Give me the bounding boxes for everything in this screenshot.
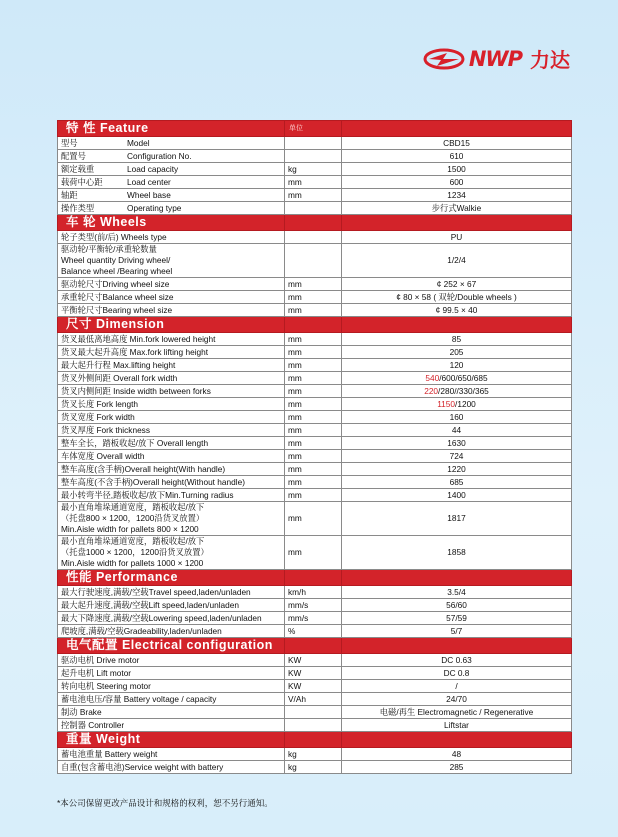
spec-value: 1220	[342, 463, 572, 476]
spec-row	[58, 304, 572, 317]
section-spacer	[342, 317, 572, 333]
spec-unit: mm/s	[285, 612, 342, 625]
spec-label-cn: 操作类型	[61, 202, 95, 213]
spec-row	[58, 476, 572, 489]
spec-row	[58, 291, 572, 304]
spec-row	[58, 612, 572, 625]
spec-label	[58, 150, 285, 163]
spec-label: 整车高度(不含手柄)Overall height(Without handle)	[58, 476, 285, 489]
spec-label-en: Configuration No.	[127, 150, 192, 161]
spec-unit: mm	[285, 291, 342, 304]
spec-row	[58, 359, 572, 372]
spec-row	[58, 536, 572, 570]
spec-row	[58, 437, 572, 450]
spec-value: 205	[342, 346, 572, 359]
spec-label: 货叉最低离地高度 Min.fork lowered height	[58, 333, 285, 346]
spec-row	[58, 693, 572, 706]
unit-header: 单位	[285, 121, 342, 137]
spec-value-highlight: 1150	[437, 398, 456, 409]
spec-label-cn: 型号	[61, 137, 78, 148]
section-header-wheels	[58, 215, 572, 231]
spec-label-line: （托盘1000 × 1200，1200沿货叉放置）	[61, 547, 209, 557]
spec-unit: mm	[285, 502, 342, 536]
spec-row	[58, 244, 572, 278]
spec-value: 685	[342, 476, 572, 489]
spec-row	[58, 502, 572, 536]
spec-row	[58, 599, 572, 612]
spec-unit: KW	[285, 667, 342, 680]
spec-row	[58, 625, 572, 638]
spec-value: 1400	[342, 489, 572, 502]
spec-label-line: （托盘800 × 1200，1200沿货叉放置）	[61, 513, 205, 523]
spec-row	[58, 231, 572, 244]
spec-unit: mm	[285, 411, 342, 424]
spec-label: 整车高度(含手柄)Overall height(With handle)	[58, 463, 285, 476]
spec-value: 5/7	[342, 625, 572, 638]
spec-unit	[285, 706, 342, 719]
spec-row	[58, 719, 572, 732]
spec-unit	[285, 719, 342, 732]
spec-label-en: Load center	[127, 176, 171, 187]
spec-row	[58, 176, 572, 189]
footnote: *本公司保留更改产品设计和规格的权利，恕不另行通知。	[57, 798, 273, 808]
spec-label: 最大下降速度,满载/空载Lowering speed,laden/unladen	[58, 612, 285, 625]
spec-value-options: /600/650/685	[439, 372, 488, 383]
spec-row	[58, 150, 572, 163]
spec-label-cn: 配置号	[61, 150, 86, 161]
spec-value-highlight: 220	[424, 385, 439, 396]
spec-unit: kg	[285, 163, 342, 176]
section-title: 车 轮 Wheels	[58, 215, 285, 231]
spec-row	[58, 463, 572, 476]
spec-value: 1/2/4	[342, 244, 572, 278]
spec-unit: mm	[285, 398, 342, 411]
unit-header	[285, 317, 342, 333]
spec-row	[58, 372, 572, 385]
section-title: 尺寸 Dimension	[58, 317, 285, 333]
section-header-performance	[58, 570, 572, 586]
spec-value: ¢ 252 × 67	[342, 278, 572, 291]
spec-unit: mm	[285, 304, 342, 317]
spec-label-cn: 载荷中心距	[61, 176, 103, 187]
spec-value: /	[342, 680, 572, 693]
spec-row	[58, 706, 572, 719]
section-spacer	[342, 638, 572, 654]
spec-row	[58, 346, 572, 359]
spec-unit: mm	[285, 437, 342, 450]
spec-value: 85	[342, 333, 572, 346]
spec-value: 步行式Walkie	[342, 202, 572, 215]
spec-label: 货叉长度 Fork length	[58, 398, 285, 411]
section-spacer	[342, 570, 572, 586]
spec-unit: mm/s	[285, 599, 342, 612]
spec-label: 蓄电池重量 Battery weight	[58, 748, 285, 761]
spec-row	[58, 424, 572, 437]
spec-label: 起升电机 Lift motor	[58, 667, 285, 680]
spec-value: 44	[342, 424, 572, 437]
spec-unit: mm	[285, 424, 342, 437]
brand-swoosh-icon	[423, 48, 465, 70]
spec-row	[58, 385, 572, 398]
spec-row	[58, 450, 572, 463]
spec-label-line: 最小直角堆垛通道宽度，踏板收起/放下	[61, 502, 205, 512]
spec-unit: mm	[285, 463, 342, 476]
spec-label-line: Min.Aisle width for pallets 1000 × 1200	[61, 558, 204, 568]
spec-row	[58, 163, 572, 176]
spec-label: 爬坡度,满载/空载Gradeability,laden/unladen	[58, 625, 285, 638]
section-title: 重量 Weight	[58, 732, 285, 748]
spec-unit: mm	[285, 489, 342, 502]
spec-row	[58, 654, 572, 667]
spec-value: 1817	[342, 502, 572, 536]
spec-label-en: Load capacity	[127, 163, 179, 174]
spec-label: 蓄电池电压/容量 Battery voltage / capacity	[58, 693, 285, 706]
brand-logo	[423, 44, 570, 73]
section-spacer	[342, 215, 572, 231]
spec-unit	[285, 244, 342, 278]
brand-name-cn: 力达	[530, 48, 570, 72]
spec-row	[58, 137, 572, 150]
spec-row	[58, 411, 572, 424]
spec-row	[58, 189, 572, 202]
spec-label: 车体宽度 Overall width	[58, 450, 285, 463]
spec-label: 货叉内侧间距 Inside width between forks	[58, 385, 285, 398]
spec-value	[342, 385, 572, 398]
spec-value: 120	[342, 359, 572, 372]
spec-label	[58, 176, 285, 189]
spec-label: 制动 Brake	[58, 706, 285, 719]
spec-unit: mm	[285, 450, 342, 463]
section-title: 性能 Performance	[58, 570, 285, 586]
section-header-electrical	[58, 638, 572, 654]
spec-value	[342, 372, 572, 385]
spec-unit: mm	[285, 476, 342, 489]
unit-header	[285, 638, 342, 654]
spec-label	[58, 502, 285, 536]
unit-header	[285, 570, 342, 586]
spec-unit: V/Ah	[285, 693, 342, 706]
spec-label: 货叉厚度 Fork thickness	[58, 424, 285, 437]
spec-unit: mm	[285, 189, 342, 202]
spec-unit: mm	[285, 176, 342, 189]
spec-unit	[285, 150, 342, 163]
spec-value: DC 0.63	[342, 654, 572, 667]
spec-value: DC 0.8	[342, 667, 572, 680]
spec-label: 承重轮尺寸Balance wheel size	[58, 291, 285, 304]
section-title: 特 性 Feature	[58, 121, 285, 137]
spec-label-line: Wheel quantity Driving wheel/	[61, 255, 171, 265]
spec-unit: kg	[285, 748, 342, 761]
spec-value: 1630	[342, 437, 572, 450]
spec-value-options: /280//330/365	[438, 385, 489, 396]
spec-unit: mm	[285, 536, 342, 570]
spec-unit: KW	[285, 654, 342, 667]
section-header-weight	[58, 732, 572, 748]
spec-value: 1500	[342, 163, 572, 176]
spec-value: ¢ 80 × 58 ( 双轮/Double wheels )	[342, 291, 572, 304]
spec-row	[58, 680, 572, 693]
spec-value: Liftstar	[342, 719, 572, 732]
spec-value: 610	[342, 150, 572, 163]
spec-table	[57, 120, 572, 774]
spec-unit: mm	[285, 278, 342, 291]
spec-value: 724	[342, 450, 572, 463]
spec-label-line: Min.Aisle width for pallets 800 × 1200	[61, 524, 199, 534]
spec-label: 最大起升速度,满载/空载Lift speed,laden/unladen	[58, 599, 285, 612]
spec-row	[58, 489, 572, 502]
spec-row	[58, 761, 572, 774]
spec-value: 1234	[342, 189, 572, 202]
spec-label-line: 最小直角堆垛通道宽度，踏板收起/放下	[61, 536, 205, 546]
spec-value-options: /1200	[455, 398, 476, 409]
spec-row	[58, 202, 572, 215]
spec-label: 自重(包含蓄电池)Service weight with battery	[58, 761, 285, 774]
spec-unit: mm	[285, 385, 342, 398]
spec-value: 600	[342, 176, 572, 189]
spec-label-en: Wheel base	[127, 189, 171, 200]
section-header-feature	[58, 121, 572, 137]
spec-label: 驱动电机 Drive motor	[58, 654, 285, 667]
section-header-dimension	[58, 317, 572, 333]
spec-label	[58, 137, 285, 150]
unit-header	[285, 732, 342, 748]
spec-row	[58, 748, 572, 761]
spec-unit: mm	[285, 346, 342, 359]
spec-row	[58, 586, 572, 599]
spec-unit	[285, 137, 342, 150]
spec-label: 控制器 Controller	[58, 719, 285, 732]
spec-row	[58, 333, 572, 346]
spec-unit: mm	[285, 333, 342, 346]
spec-value: ¢ 99.5 × 40	[342, 304, 572, 317]
spec-unit: %	[285, 625, 342, 638]
brand-name: NWP	[468, 46, 522, 71]
spec-row	[58, 398, 572, 411]
spec-label	[58, 163, 285, 176]
spec-label	[58, 189, 285, 202]
spec-unit	[285, 202, 342, 215]
spec-value: 24/70	[342, 693, 572, 706]
spec-label: 轮子类型(前/后) Wheels type	[58, 231, 285, 244]
spec-unit: kg	[285, 761, 342, 774]
spec-label: 货叉最大起升高度 Max.fork lifting height	[58, 346, 285, 359]
spec-value: 48	[342, 748, 572, 761]
spec-unit: KW	[285, 680, 342, 693]
spec-label: 整车全长，踏板收起/放下 Overall length	[58, 437, 285, 450]
spec-value: 57/59	[342, 612, 572, 625]
spec-label-en: Operating type	[127, 202, 182, 213]
spec-label: 平衡轮尺寸Bearing wheel size	[58, 304, 285, 317]
section-spacer	[342, 732, 572, 748]
spec-label: 最大起升行程 Max.lifting height	[58, 359, 285, 372]
spec-value: PU	[342, 231, 572, 244]
spec-value	[342, 398, 572, 411]
spec-unit: mm	[285, 359, 342, 372]
spec-value: 285	[342, 761, 572, 774]
spec-value: 3.5/4	[342, 586, 572, 599]
spec-label: 货叉宽度 Fork width	[58, 411, 285, 424]
spec-value-highlight: 540	[425, 372, 440, 383]
section-spacer	[342, 121, 572, 137]
spec-label: 驱动轮尺寸Driving wheel size	[58, 278, 285, 291]
spec-label: 最大行驶速度,满载/空载Travel speed,laden/unladen	[58, 586, 285, 599]
spec-label-line: Balance wheel /Bearing wheel	[61, 266, 173, 276]
unit-header	[285, 215, 342, 231]
spec-value: 电磁/再生 Electromagnetic / Regenerative	[342, 706, 572, 719]
spec-label-en: Model	[127, 137, 150, 148]
spec-row	[58, 667, 572, 680]
spec-label: 转向电机 Steering motor	[58, 680, 285, 693]
spec-row	[58, 278, 572, 291]
section-title: 电气配置 Electrical configuration	[58, 638, 285, 654]
spec-unit: km/h	[285, 586, 342, 599]
spec-label-cn: 轴距	[61, 189, 78, 200]
spec-value: 56/60	[342, 599, 572, 612]
spec-value: 1858	[342, 536, 572, 570]
spec-unit	[285, 231, 342, 244]
spec-label	[58, 244, 285, 278]
spec-value: CBD15	[342, 137, 572, 150]
spec-label: 最小转弯半径,踏板收起/放下Min.Turning radius	[58, 489, 285, 502]
spec-label: 货叉外侧间距 Overall fork width	[58, 372, 285, 385]
spec-label-line: 驱动轮/平衡轮/承重轮数量	[61, 244, 157, 254]
spec-value: 160	[342, 411, 572, 424]
spec-label	[58, 202, 285, 215]
spec-label	[58, 536, 285, 570]
spec-unit: mm	[285, 372, 342, 385]
spec-label-cn: 额定载重	[61, 163, 95, 174]
